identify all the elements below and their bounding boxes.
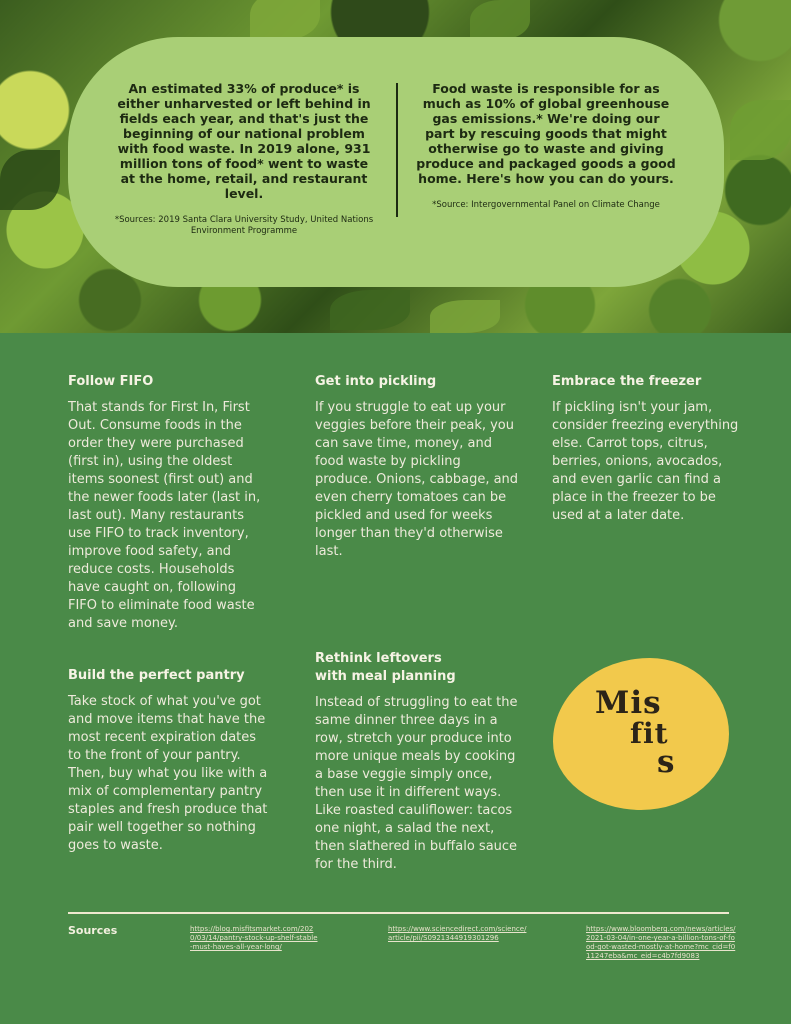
tip-body: If you struggle to eat up your veggies before their peak, you can save time, money, and food waste by pickling produce. Onions, cabbage, and even cherry tomatoes can be pickled and used for weeks longer than they'd otherwise last. xyxy=(315,400,519,559)
source-link-bloomberg[interactable]: https://www.bloomberg.com/news/articles/2021-03-04/in-one-year-a-billion-tons-of-food-got-wasted-mostly-at-home?mc_cid=f011247eba&mc_eid=c4b7fd9083 xyxy=(586,925,736,960)
emissions-source: *Source: Intergovernmental Panel on Climate Change xyxy=(432,200,660,210)
tip-title: Build the perfect pantry xyxy=(68,668,245,683)
leaf-shape xyxy=(730,100,791,160)
source-link-sciencedirect[interactable]: https://www.sciencedirect.com/science/article/pii/S0921344919301296 xyxy=(388,925,527,942)
stats-panel xyxy=(68,37,724,287)
source-link-misfits[interactable]: https://blog.misfitsmarket.com/2020/03/14/pantry-stock-up-shelf-stable-must-haves-all-year-long/ xyxy=(190,925,318,951)
stats-column-right xyxy=(416,81,676,211)
emissions-stat: Food waste is responsible for as much as 10% of global greenhouse gas emissions.* We're doing our part by rescuing goods that might otherwise go to waste and giving produce and packaged goods a good home. Here's how you can do yours. xyxy=(416,81,676,186)
produce-waste-stat: An estimated 33% of produce* is either unharvested or left behind in fields each year, and that's just the beginning of our national problem with food waste. In 2019 alone, 931 million tons of food* went to waste at the home, retail, and restaurant level. xyxy=(117,81,371,201)
tip-body: Take stock of what you've got and move items that have the most recent expiration dates to the front of your pantry. Then, buy what you like with a mix of complementary pantry staples and fresh produce that pair well together so nothing goes to waste. xyxy=(68,694,268,853)
panel-divider xyxy=(396,83,398,217)
logo-word-mis: Mis xyxy=(595,685,662,721)
leaf-shape xyxy=(430,300,500,333)
leaf-shape xyxy=(0,150,60,210)
leaf-shape xyxy=(250,0,320,40)
tip-leftovers xyxy=(315,650,523,874)
logo-word-fit: fit xyxy=(630,717,669,750)
tip-freezer xyxy=(552,373,742,525)
sources-divider xyxy=(68,912,729,914)
stats-column-left xyxy=(114,81,374,237)
tip-title: Embrace the freezer xyxy=(552,374,702,389)
tip-title: Rethink leftovers with meal planning xyxy=(315,651,456,684)
tip-body: Instead of struggling to eat the same dinner three days in a row, stretch your produce into more unique meals by cooking a base veggie simply once, then use it in different ways. Like roasted cauliflower: tacos one night, a salad the next, then slathered in buffalo sauce for the third. xyxy=(315,695,518,872)
tip-body: If pickling isn't your jam, consider freezing everything else. Carrot tops, citrus, berries, onions, avocados, and even garlic can find a place in the freezer to be used at a later date. xyxy=(552,400,739,523)
tip-title: Follow FIFO xyxy=(68,374,154,389)
tip-body: That stands for First In, First Out. Consume foods in the order they were purchased (first in), using the oldest items soonest (first out) and the newer foods later (last in, last out). Many restaurants use FIFO to track inventory, improve food safety, and reduce costs. Households have caught on, following FIFO to eliminate food waste and save money. xyxy=(68,400,261,631)
hero-produce-image xyxy=(0,0,791,333)
tip-pantry xyxy=(68,667,268,855)
tip-title: Get into pickling xyxy=(315,374,437,389)
tip-follow-fifo xyxy=(68,373,268,633)
logo-word-s: s xyxy=(657,744,676,780)
sources-label: Sources xyxy=(68,924,118,937)
tip-pickling xyxy=(315,373,520,561)
leaf-shape xyxy=(330,290,410,330)
produce-waste-source: *Sources: 2019 Santa Clara University Study, United Nations Environment Programme xyxy=(114,215,374,236)
misfits-logo xyxy=(553,658,729,810)
leaf-shape xyxy=(470,0,530,40)
